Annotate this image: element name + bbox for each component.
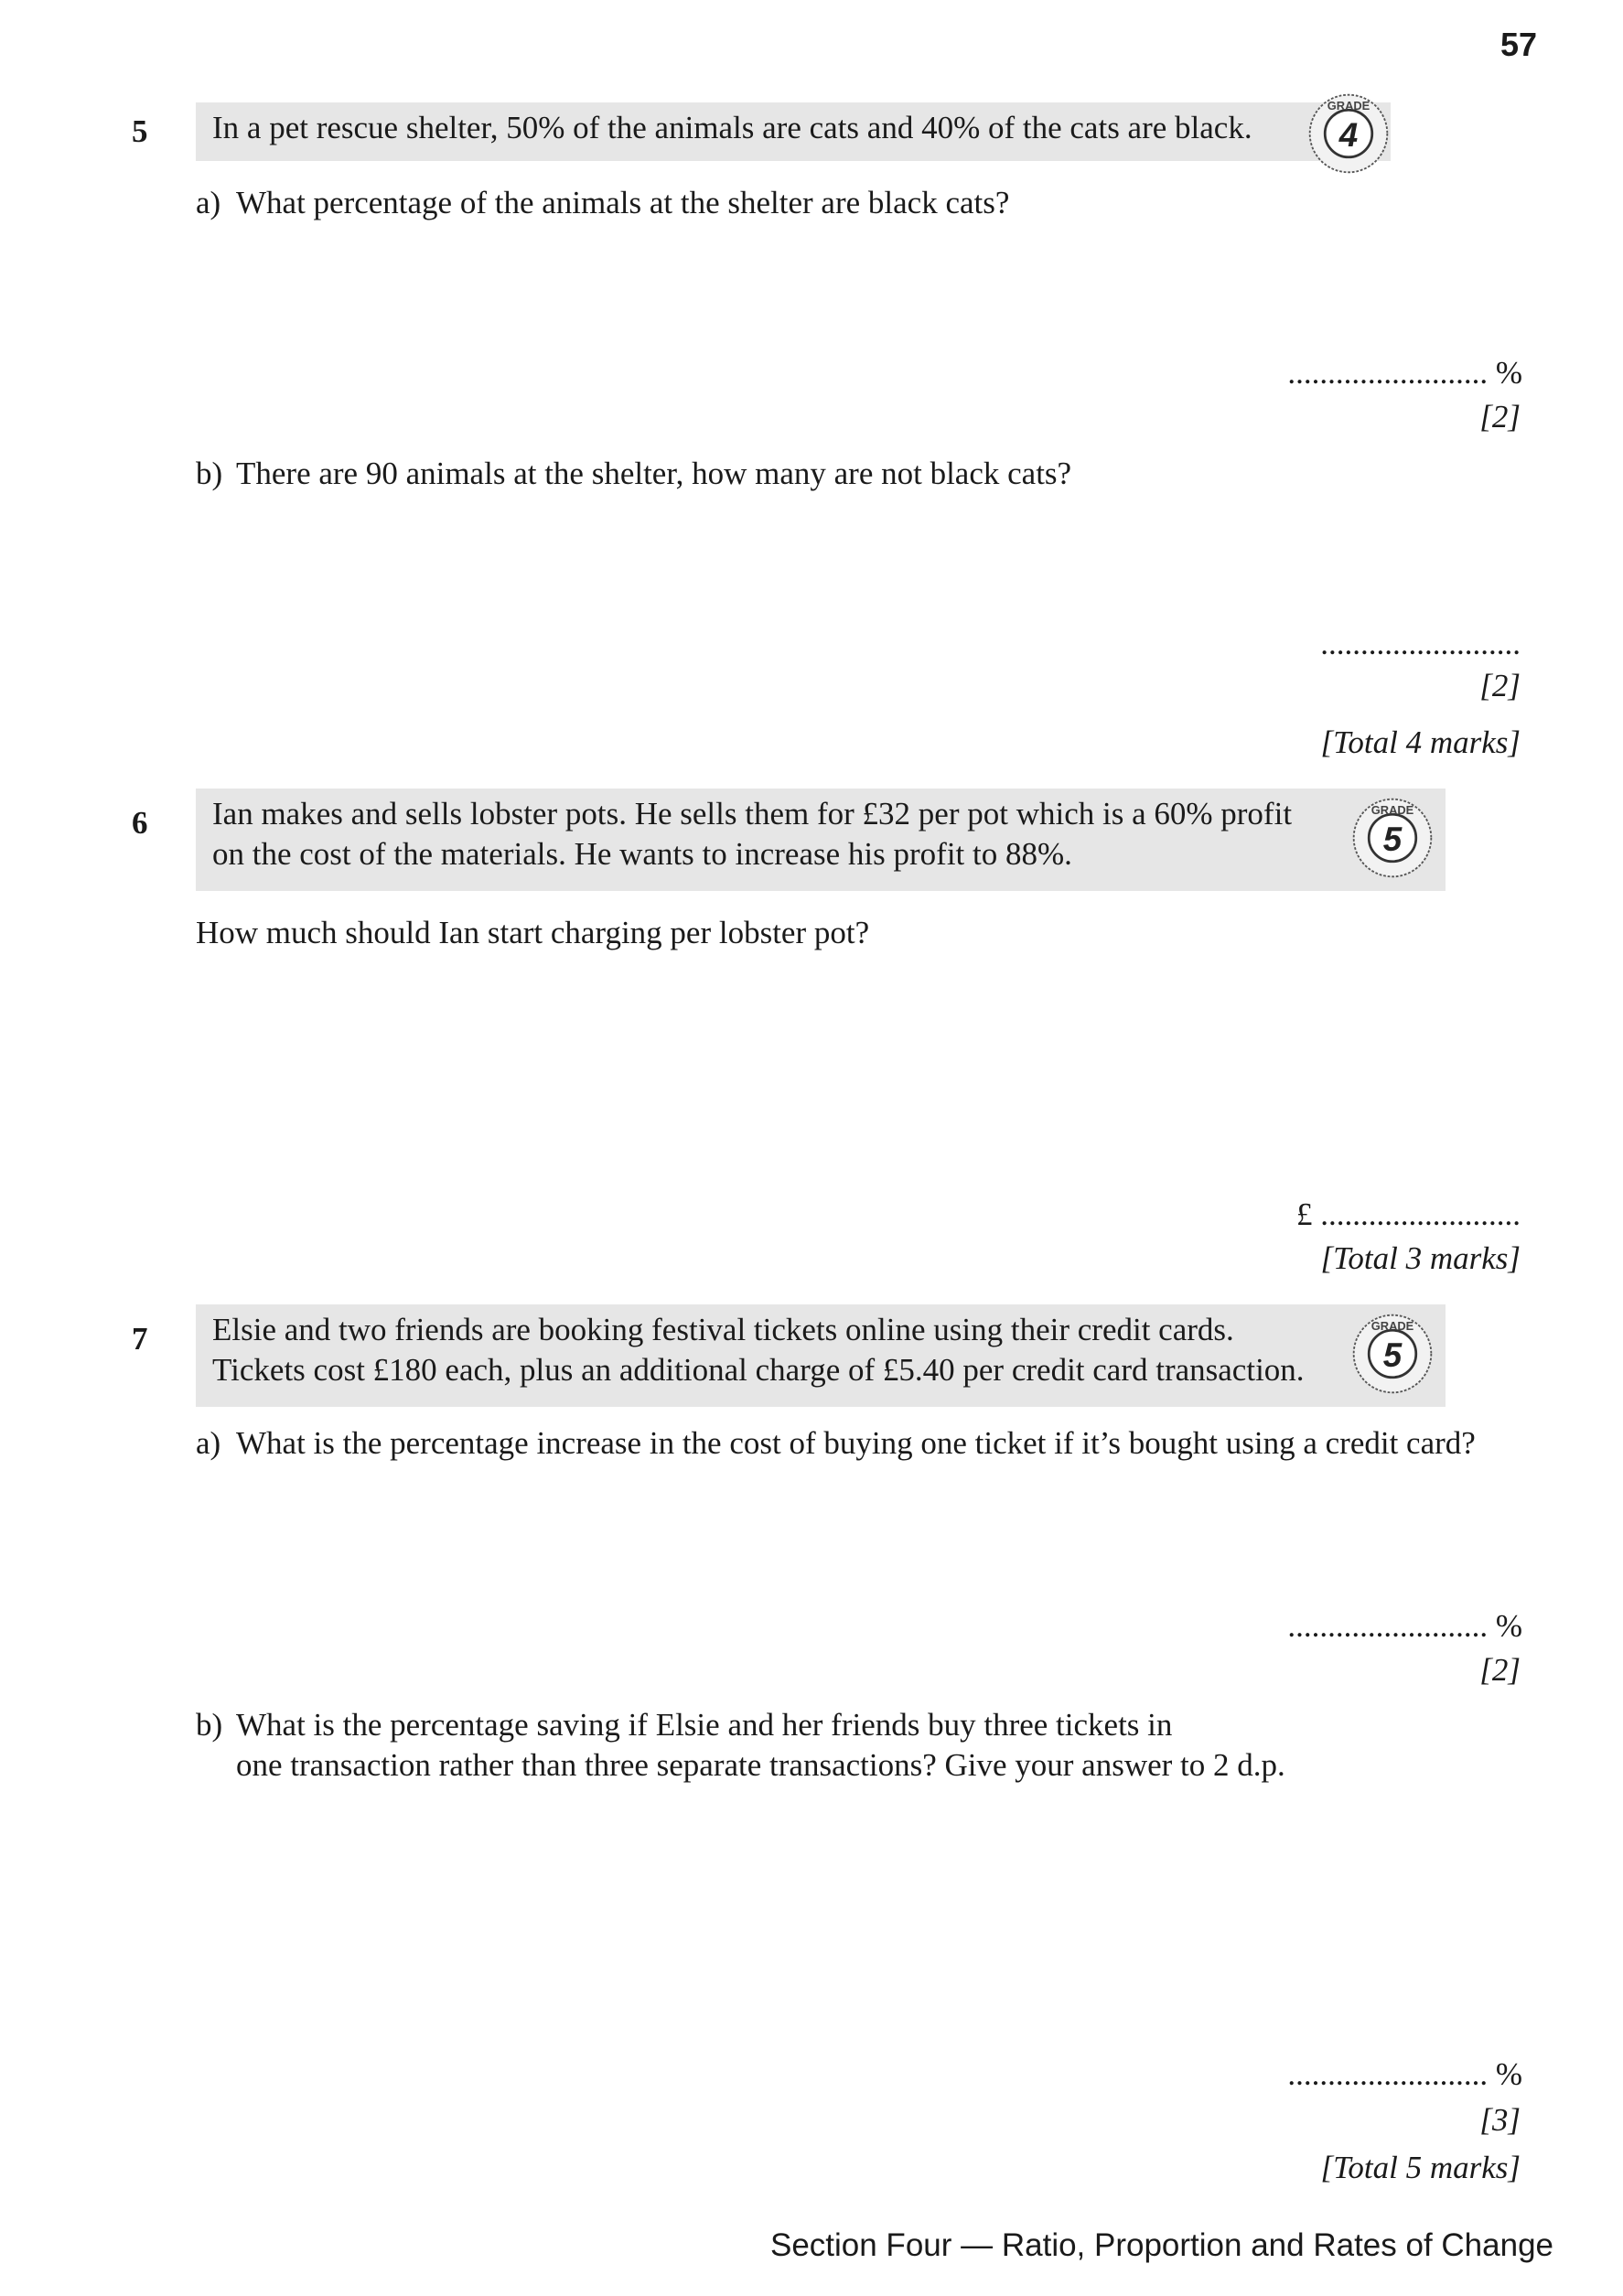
part-a-question [196, 183, 1009, 223]
answer-dots: ......................... [1287, 1608, 1489, 1644]
total-marks: [Total 3 marks] [1320, 1240, 1521, 1276]
question-number: 7 [132, 1321, 148, 1357]
part-label: b) [196, 456, 223, 491]
grade-word: GRADE [1370, 1319, 1414, 1334]
answer-unit: % [1495, 2056, 1522, 2092]
question-number: 5 [132, 113, 148, 149]
answer-unit: % [1495, 1608, 1522, 1644]
answer-unit: % [1495, 355, 1522, 391]
part-text: one transaction rather than three separate transactions? Give your answer to 2 d.p. [236, 1747, 1285, 1783]
part-text: There are 90 animals at the shelter, how many are not black cats? [236, 456, 1072, 491]
answer-dots: ......................... [1320, 626, 1521, 661]
answer-dots: ......................... [1287, 355, 1489, 391]
part-text: What is the percentage saving if Elsie and her friends buy three tickets in [236, 1707, 1173, 1743]
question-prompt-line: Tickets cost £180 each, plus an additional charge of £5.40 per credit card transaction. [212, 1352, 1305, 1388]
total-marks: [Total 4 marks] [1320, 724, 1521, 760]
question-prompt-line: Elsie and two friends are booking festival tickets online using their credit cards. [212, 1312, 1234, 1347]
grade-word: GRADE [1370, 803, 1414, 818]
marks-label: [2] [1479, 399, 1521, 435]
answer-line[interactable] [1287, 2056, 1522, 2093]
part-b-question [196, 1705, 1285, 1786]
question-number: 6 [132, 805, 148, 841]
currency-symbol: £ [1296, 1196, 1313, 1232]
grade-badge [1306, 91, 1391, 176]
section-footer: Section Four — Ratio, Proportion and Rates of Change [769, 2227, 1553, 2263]
part-a-question [196, 1423, 1476, 1464]
grade-value: 5 [1382, 820, 1403, 858]
question-prompt-line: Ian makes and sells lobster pots. He sells them for £32 per pot which is a 60% profit [212, 796, 1293, 831]
part-b-question [196, 454, 1071, 494]
grade-word: GRADE [1327, 99, 1370, 113]
part-label: a) [196, 1425, 221, 1461]
answer-dots: ......................... [1287, 2056, 1489, 2092]
question-prompt-line: on the cost of the materials. He wants to increase his profit to 88%. [212, 836, 1072, 872]
total-marks: [Total 5 marks] [1320, 2150, 1521, 2185]
answer-line[interactable] [1320, 626, 1521, 662]
part-label: a) [196, 185, 221, 220]
question-prompt-box [196, 102, 1391, 161]
question-text: How much should Ian start charging per lobster pot? [196, 915, 870, 950]
answer-line[interactable] [1296, 1196, 1521, 1233]
grade-badge [1350, 1312, 1435, 1396]
grade-badge [1350, 796, 1435, 880]
question-prompt-line: In a pet rescue shelter, 50% of the animals are cats and 40% of the cats are black. [212, 110, 1252, 145]
question-prompt-box [196, 1304, 1446, 1407]
part-label: b) [196, 1707, 223, 1743]
part-text: What is the percentage increase in the cost of buying one ticket if it’s bought using a credit card? [236, 1425, 1476, 1461]
answer-line[interactable] [1287, 1608, 1522, 1645]
answer-line[interactable] [1287, 355, 1522, 392]
marks-label: [2] [1479, 668, 1521, 703]
marks-label: [3] [1479, 2102, 1521, 2138]
page-number: 57 [1500, 26, 1538, 63]
grade-value: 5 [1382, 1336, 1403, 1374]
grade-value: 4 [1338, 115, 1359, 154]
question-prompt-box [196, 789, 1446, 891]
part-text: What percentage of the animals at the shelter are black cats? [236, 185, 1010, 220]
answer-dots: ......................... [1320, 1196, 1521, 1232]
marks-label: [2] [1479, 1652, 1521, 1688]
